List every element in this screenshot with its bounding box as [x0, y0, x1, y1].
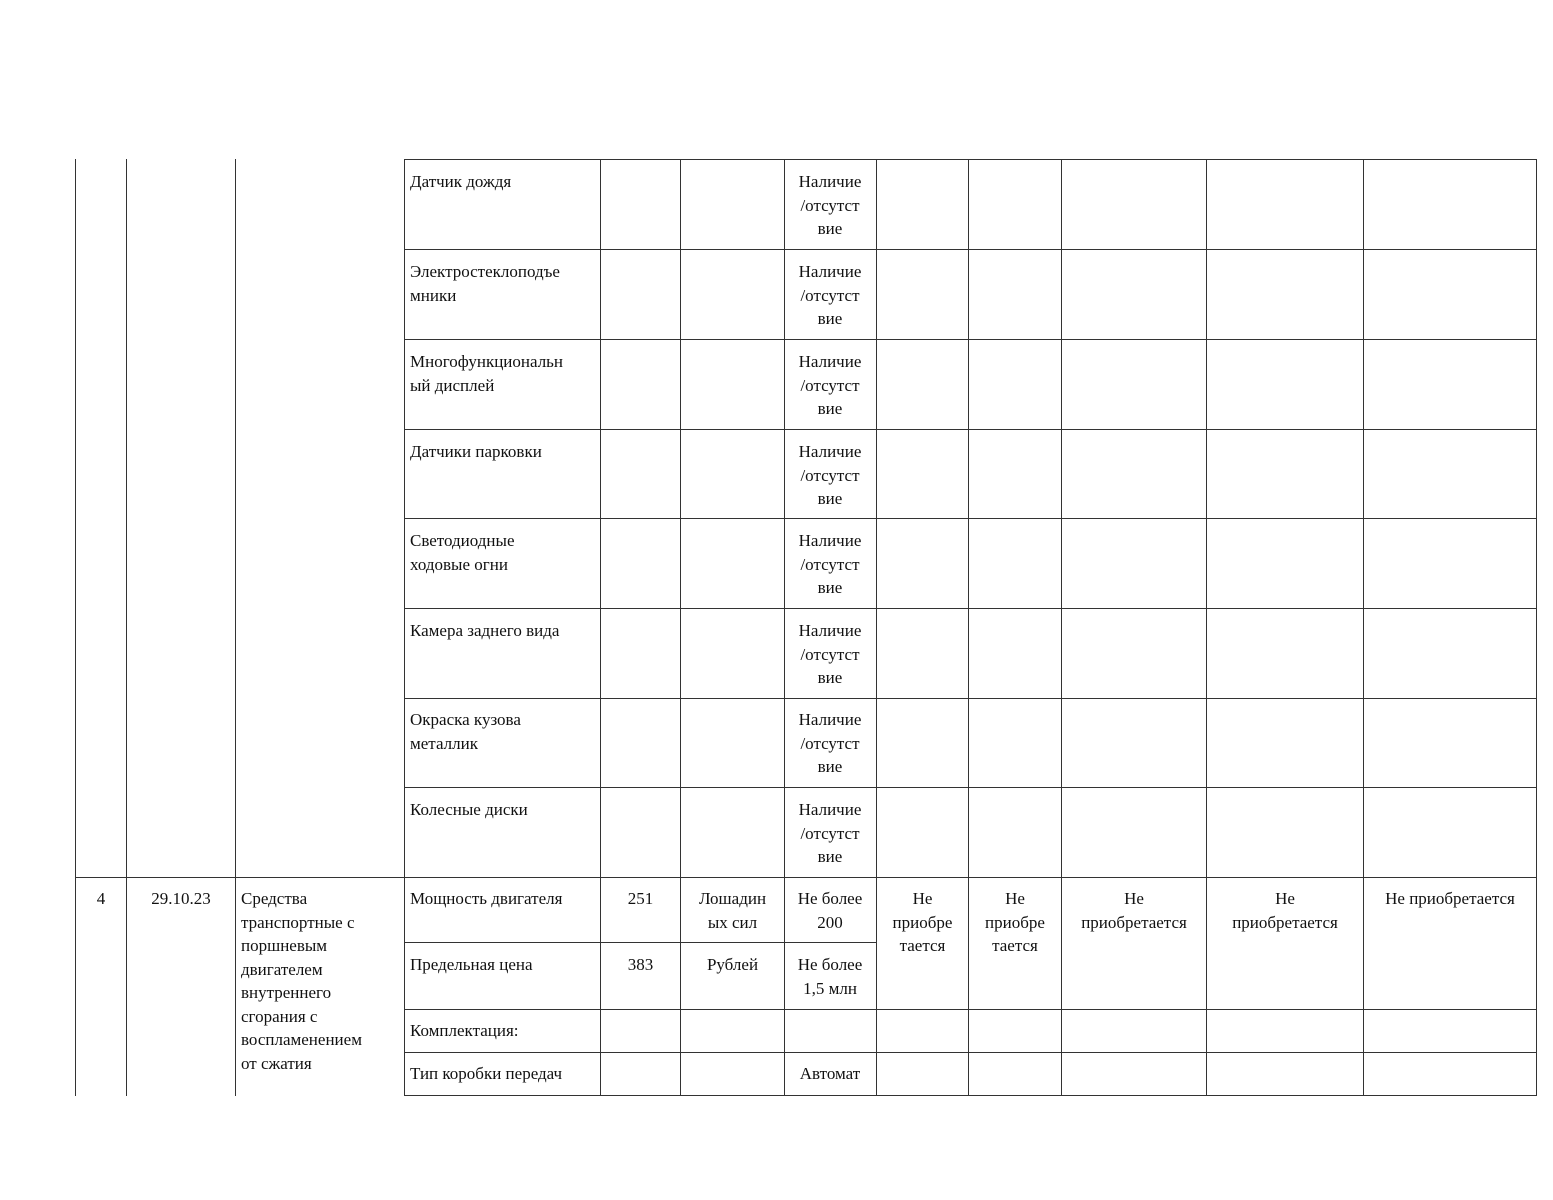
feature-requirement: Наличие /отсутст вие	[798, 710, 862, 776]
param-value: 383	[627, 955, 654, 974]
table-border	[75, 877, 1537, 878]
status-cell: Не приобре тается	[892, 889, 953, 955]
table-border	[1363, 159, 1364, 1096]
entry-number: 4	[96, 889, 106, 908]
table-border	[404, 159, 1537, 160]
table-border	[1536, 159, 1537, 1096]
table-border	[404, 942, 876, 943]
status-cell: Не приобре тается	[985, 889, 1045, 955]
feature-requirement: Наличие /отсутст вие	[798, 621, 862, 687]
table-border	[1061, 159, 1062, 1096]
feature-name: Окраска кузова металлик	[410, 710, 521, 753]
feature-requirement: Наличие /отсутст вие	[798, 352, 862, 418]
feature-name: Колесные диски	[410, 800, 528, 819]
entry-description: Средства транспортные с поршневым двигателем внутреннего сгорания с воспламенением от сжатия	[241, 889, 362, 1073]
feature-name: Камера заднего вида	[410, 621, 560, 640]
param-name: Тип коробки передач	[410, 1064, 563, 1083]
table-border	[404, 1095, 1537, 1096]
param-value: 251	[627, 889, 654, 908]
param-requirement: Не более 200	[797, 889, 863, 932]
status-cell: Не приобретается	[1081, 889, 1187, 932]
table-border	[404, 1052, 1537, 1053]
feature-name: Электростеклоподъе мники	[410, 262, 560, 305]
table-border	[404, 429, 1537, 430]
param-name: Предельная цена	[410, 955, 533, 974]
feature-requirement: Наличие /отсутст вие	[798, 262, 862, 328]
status-cell: Не приобретается	[1385, 889, 1515, 908]
feature-requirement: Наличие /отсутст вие	[798, 531, 862, 597]
table-border	[126, 159, 127, 1096]
param-unit: Лошадин ых сил	[698, 889, 767, 932]
feature-requirement: Наличие /отсутст вие	[798, 800, 862, 866]
param-name: Мощность двигателя	[410, 889, 563, 908]
feature-name: Светодиодные ходовые огни	[410, 531, 515, 574]
feature-requirement: Наличие /отсутст вие	[798, 442, 862, 508]
feature-name: Многофункциональн ый дисплей	[410, 352, 564, 395]
feature-requirement: Наличие /отсутст вие	[798, 172, 862, 238]
param-requirement: Не более 1,5 млн	[797, 955, 863, 998]
table-border	[404, 249, 1537, 250]
table-border	[404, 339, 1537, 340]
feature-name: Датчик дождя	[410, 172, 512, 191]
param-requirement: Автомат	[799, 1064, 861, 1083]
param-name: Комплектация:	[410, 1021, 519, 1040]
table-border	[404, 608, 1537, 609]
status-cell: Не приобретается	[1232, 889, 1338, 932]
table-border	[404, 518, 1537, 519]
param-unit: Рублей	[706, 955, 759, 974]
feature-name: Датчики парковки	[410, 442, 542, 461]
table-border	[235, 159, 236, 1096]
entry-date: 29.10.23	[151, 889, 211, 908]
table-border	[404, 787, 1537, 788]
table-border	[1206, 159, 1207, 1096]
table-border	[75, 159, 76, 1096]
table-border	[404, 698, 1537, 699]
table-border	[404, 159, 405, 1096]
table-border	[404, 1009, 1537, 1010]
